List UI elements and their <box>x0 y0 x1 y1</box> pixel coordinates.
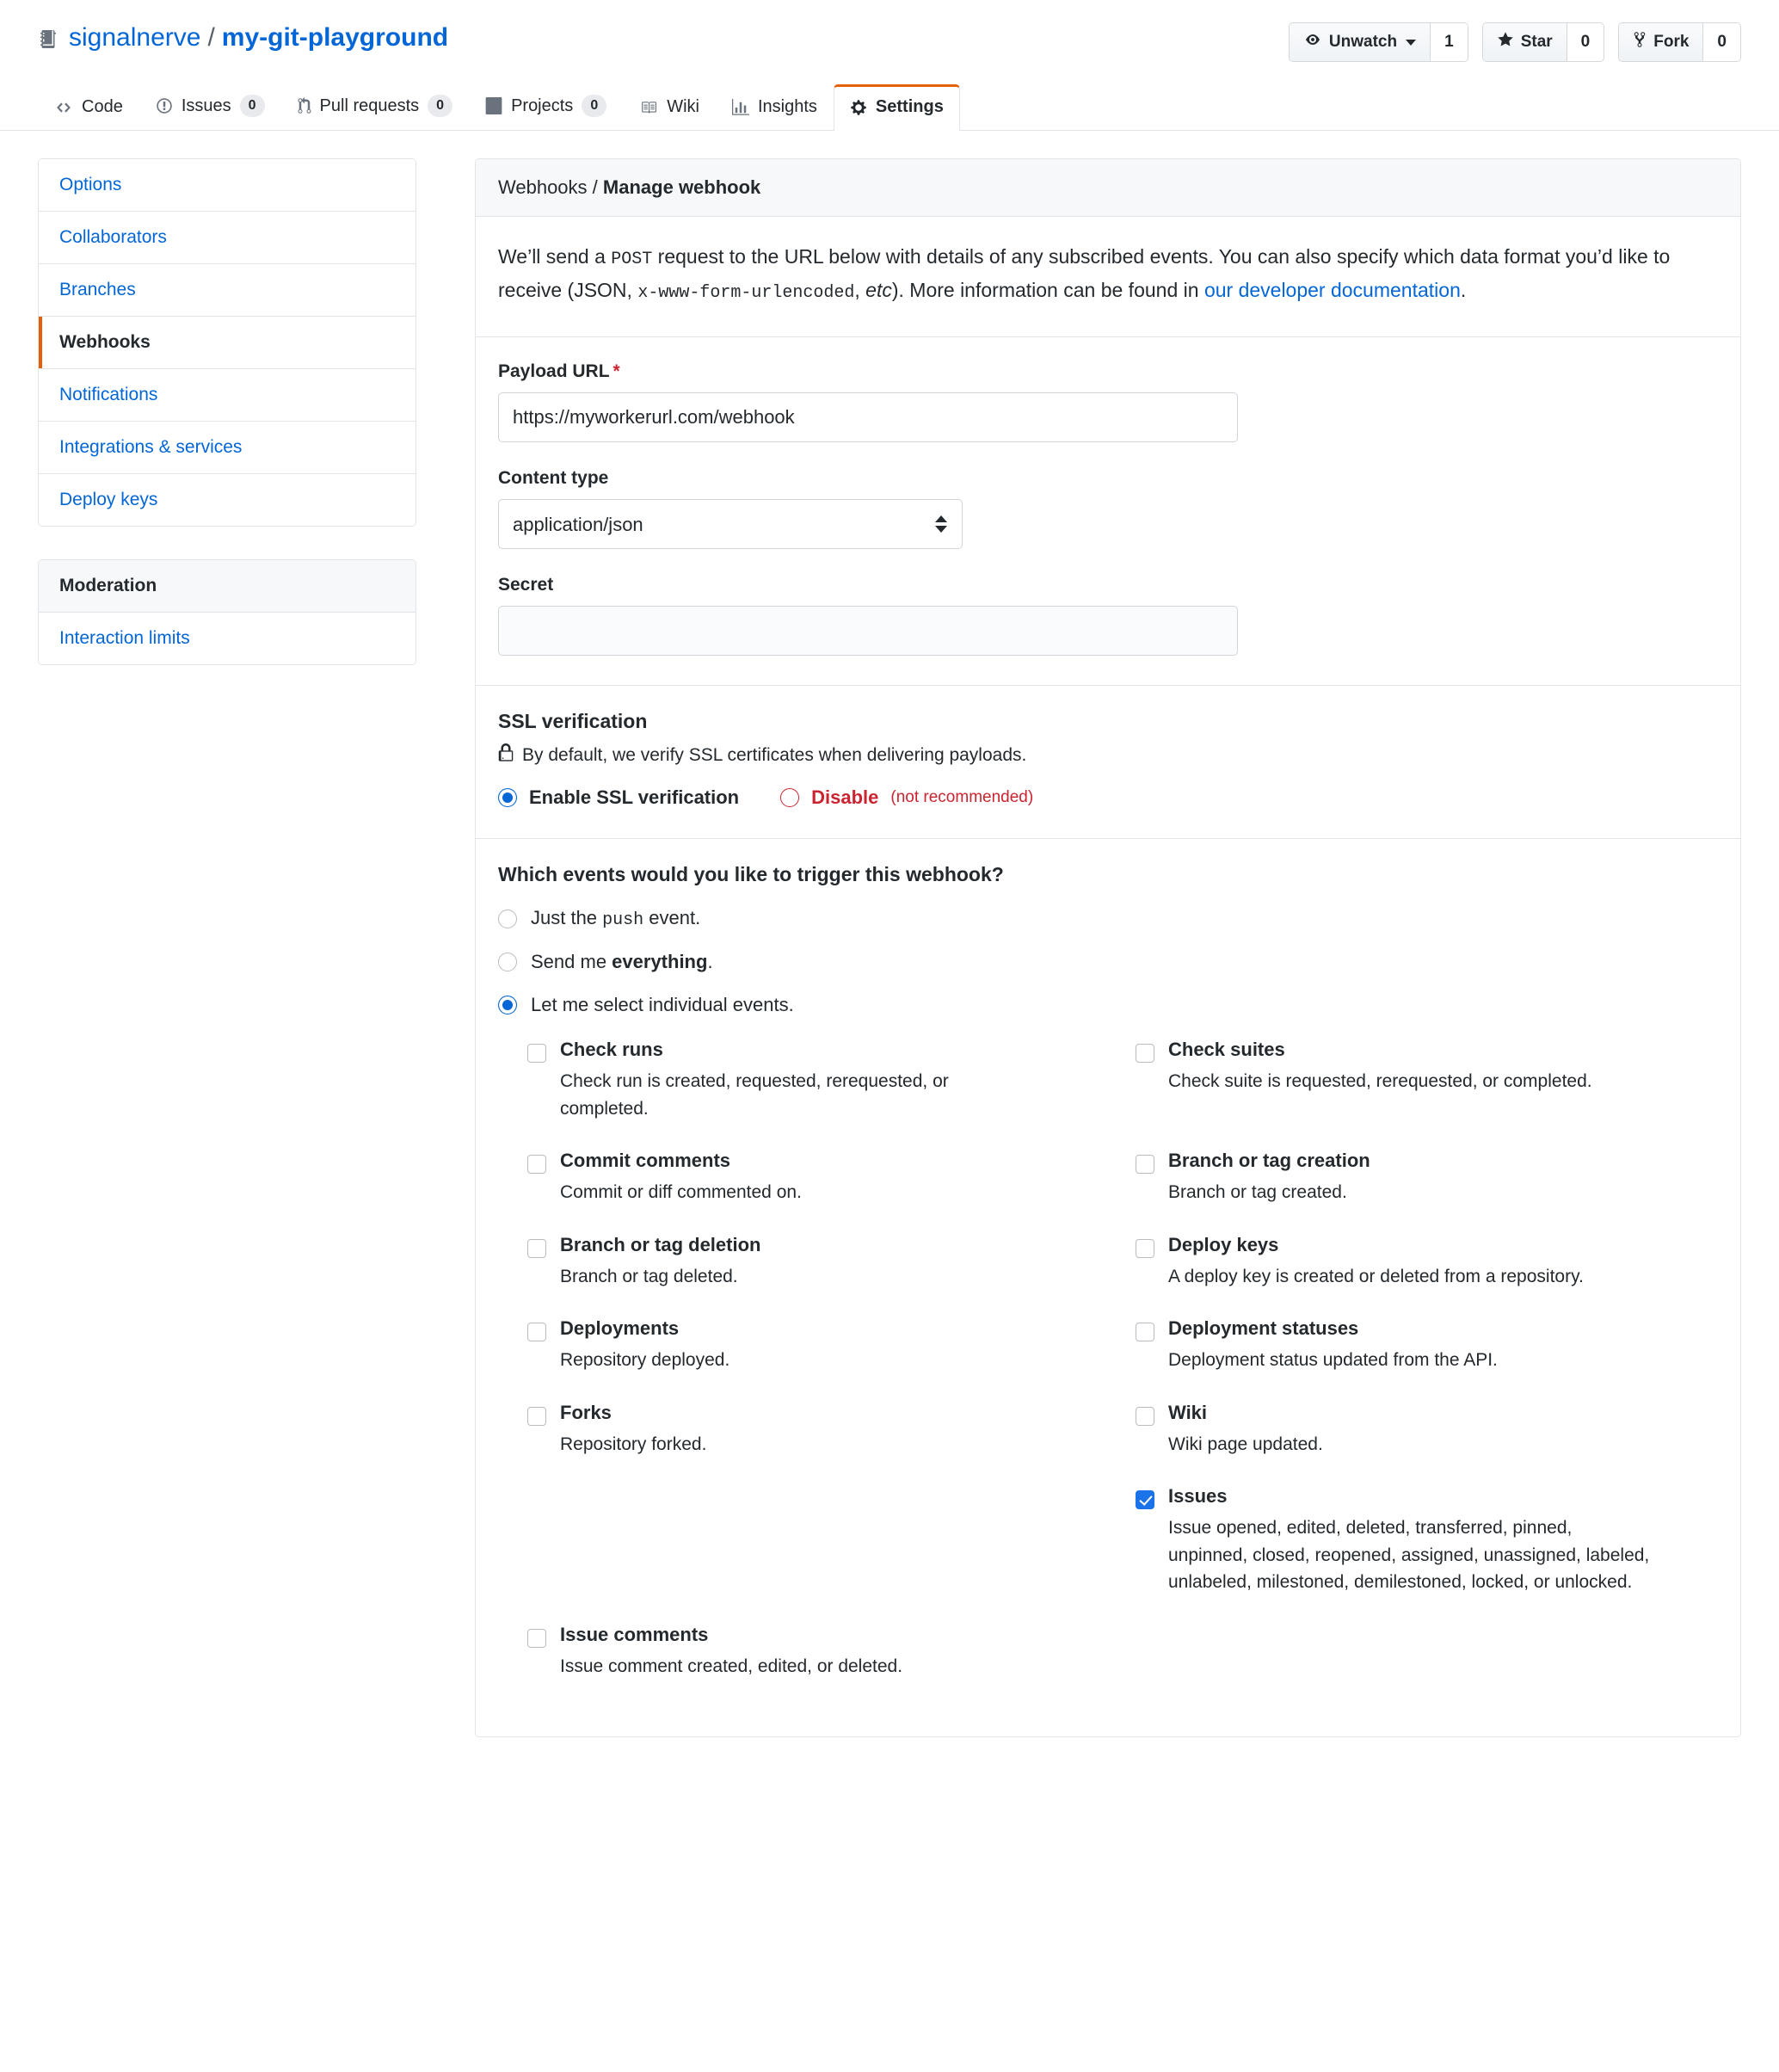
developer-documentation-link[interactable]: our developer documentation <box>1203 278 1461 301</box>
events-choice-push-radio[interactable] <box>498 910 517 928</box>
event-deployment-statuses[interactable] <box>1136 1317 1718 1402</box>
intro-emphasis-etc: etc <box>865 278 892 301</box>
intro-part-2: request to the URL below with details of any subscribed events. You can also specify which data format you’d like to receive (JSON, <box>498 245 1671 301</box>
event-issues-label: Issues <box>1168 1485 1228 1508</box>
moderation-heading: Moderation <box>39 560 416 613</box>
tab-projects-count: 0 <box>582 95 606 117</box>
repo-title <box>38 22 448 53</box>
event-branch-or-tag-deletion-checkbox[interactable] <box>527 1239 546 1258</box>
event-grid-spacer <box>527 1485 1110 1624</box>
event-check-suites[interactable] <box>1136 1039 1718 1150</box>
event-branch-or-tag-creation-desc: Branch or tag created. <box>1168 1182 1347 1203</box>
breadcrumb-separator: / <box>592 176 598 199</box>
event-deployments-label: Deployments <box>560 1317 680 1340</box>
secret-label: Secret <box>498 575 554 595</box>
content-type-label: Content type <box>498 468 609 489</box>
unwatch-button[interactable] <box>1290 23 1431 61</box>
tab-projects-label: Projects <box>511 96 574 115</box>
tab-insights-label: Insights <box>757 97 817 117</box>
tab-issues[interactable] <box>139 82 281 131</box>
event-check-suites-desc: Check suite is requested, rerequested, or completed. <box>1168 1071 1592 1092</box>
ssl-disable-sublabel: (not recommended) <box>890 788 1034 807</box>
event-forks[interactable] <box>527 1402 1110 1486</box>
event-wiki-checkbox[interactable] <box>1136 1407 1154 1426</box>
eye-icon <box>1303 33 1322 52</box>
webhook-intro-text <box>498 241 1718 307</box>
payload-url-label <box>498 361 1718 382</box>
content-type-field <box>498 468 1718 549</box>
star-icon <box>1497 31 1514 53</box>
events-choice-individual-label: Let me select individual events. <box>531 994 794 1016</box>
event-deploy-keys-checkbox[interactable] <box>1136 1239 1154 1258</box>
event-check-runs-checkbox[interactable] <box>527 1044 546 1063</box>
event-deployment-statuses-checkbox[interactable] <box>1136 1323 1154 1341</box>
ssl-disable-label: Disable <box>811 786 879 809</box>
intro-part-1: We’ll send a <box>498 245 612 268</box>
repo-nav-tabs <box>0 81 1779 131</box>
event-issue-comments-label: Issue comments <box>560 1623 709 1645</box>
events-choice-push-label: Just the push event. <box>531 907 701 931</box>
repo-header <box>0 0 1779 62</box>
sidebar-item-integrations-and-services[interactable]: Integrations & services <box>39 422 416 474</box>
event-deploy-keys-label: Deploy keys <box>1168 1233 1279 1255</box>
content-type-select-wrap[interactable] <box>498 499 963 549</box>
event-branch-or-tag-creation-checkbox[interactable] <box>1136 1155 1154 1174</box>
event-deployment-statuses-label: Deployment statuses <box>1168 1317 1359 1340</box>
webhook-form-panel <box>475 158 1741 1737</box>
webhook-intro-section <box>476 217 1740 337</box>
sidebar-item-collaborators[interactable]: Collaborators <box>39 212 416 264</box>
repo-owner-link[interactable]: signalnerve <box>69 23 201 52</box>
tab-issues-count: 0 <box>240 95 265 117</box>
chevron-down-icon <box>1406 40 1416 46</box>
event-wiki-desc: Wiki page updated. <box>1168 1434 1323 1454</box>
event-check-runs-desc: Check run is created, requested, rerequested, or completed. <box>560 1071 949 1119</box>
event-forks-checkbox[interactable] <box>527 1407 546 1426</box>
sidebar-item-webhooks[interactable]: Webhooks <box>39 317 416 369</box>
repo-icon <box>38 28 58 48</box>
gear-icon <box>850 99 867 116</box>
repo-name-link[interactable]: my-git-playground <box>221 23 449 52</box>
sidebar-item-notifications[interactable]: Notifications <box>39 369 416 422</box>
tab-code[interactable] <box>38 84 139 131</box>
event-issues-desc: Issue opened, edited, deleted, transferred, pinned, unpinned, closed, reopened, assigned, unassigned, labeled, unlabeled, milestoned, demilestoned, locked, or unlocked. <box>1168 1518 1650 1593</box>
content-type-select[interactable] <box>498 499 963 549</box>
watch-count[interactable]: 1 <box>1431 23 1468 61</box>
star-count[interactable]: 0 <box>1567 23 1604 61</box>
settings-sidebar <box>38 158 416 665</box>
lock-icon <box>498 743 514 768</box>
tab-pull-requests-label: Pull requests <box>319 96 420 115</box>
unwatch-label: Unwatch <box>1328 33 1398 51</box>
event-check-suites-checkbox[interactable] <box>1136 1044 1154 1063</box>
graph-icon <box>732 99 749 116</box>
event-deploy-keys-desc: A deploy key is created or deleted from a repository. <box>1168 1266 1584 1286</box>
tab-wiki-label: Wiki <box>667 97 699 117</box>
events-choice-push[interactable] <box>498 907 1718 930</box>
secret-field <box>498 575 1718 656</box>
repo-title-separator: / <box>207 23 215 52</box>
event-branch-or-tag-deletion[interactable] <box>527 1234 1110 1318</box>
sidebar-item-deploy-keys[interactable]: Deploy keys <box>39 474 416 526</box>
event-deployments-desc: Repository deployed. <box>560 1350 730 1371</box>
event-commit-comments-label: Commit comments <box>560 1150 731 1172</box>
breadcrumb <box>476 159 1740 217</box>
fork-button-group[interactable] <box>1618 22 1741 62</box>
tab-settings[interactable] <box>834 84 960 131</box>
event-wiki[interactable] <box>1136 1402 1718 1486</box>
settings-menu <box>38 158 416 527</box>
ssl-disable-radio[interactable] <box>780 788 799 807</box>
individual-events-grid <box>527 1039 1718 1707</box>
event-forks-label: Forks <box>560 1401 612 1423</box>
event-branch-or-tag-creation-label: Branch or tag creation <box>1168 1150 1370 1172</box>
intro-code-urlencoded: x-www-form-urlencoded <box>637 282 855 303</box>
events-choice-individual-radio[interactable] <box>498 996 517 1014</box>
issue-opened-icon <box>156 97 173 114</box>
event-check-runs[interactable] <box>527 1039 1110 1150</box>
tab-issues-label: Issues <box>181 96 231 115</box>
tab-wiki[interactable] <box>623 84 716 131</box>
event-branch-or-tag-creation[interactable] <box>1136 1150 1718 1234</box>
intro-part-4: ). More information can be found in <box>891 278 1204 301</box>
fork-icon <box>1633 31 1647 53</box>
tab-insights[interactable] <box>716 84 834 131</box>
fork-label: Fork <box>1653 33 1690 51</box>
event-commit-comments-checkbox[interactable] <box>527 1155 546 1174</box>
ssl-radio-group <box>498 786 1718 809</box>
event-issue-comments-desc: Issue comment created, edited, or deleted. <box>560 1656 903 1676</box>
tab-projects[interactable] <box>469 82 623 131</box>
ssl-disable-option[interactable] <box>780 786 1033 809</box>
intro-part-3: , <box>854 278 866 301</box>
event-issues-checkbox[interactable] <box>1136 1490 1154 1509</box>
events-section <box>476 839 1740 1736</box>
events-choice-everything[interactable] <box>498 951 1718 973</box>
ssl-title: SSL verification <box>498 710 648 733</box>
event-commit-comments[interactable] <box>527 1150 1110 1234</box>
intro-part-5: . <box>1460 278 1467 301</box>
webhook-fields-section <box>476 337 1740 686</box>
intro-code-post: POST <box>611 250 653 270</box>
star-button-group[interactable] <box>1482 22 1605 62</box>
payload-url-label-text: Payload URL <box>498 361 610 382</box>
ssl-verification-section <box>476 686 1740 839</box>
code-icon <box>54 100 73 115</box>
star-label: Star <box>1520 33 1553 51</box>
event-issue-comments-checkbox[interactable] <box>527 1629 546 1648</box>
sidebar-item-options[interactable]: Options <box>39 159 416 212</box>
tab-settings-label: Settings <box>875 97 944 117</box>
star-button[interactable] <box>1483 23 1567 61</box>
event-issue-comments[interactable] <box>527 1624 1110 1708</box>
book-icon <box>639 100 658 115</box>
events-choice-everything-label: Send me everything. <box>531 951 713 973</box>
ssl-note-text: By default, we verify SSL certificates when delivering payloads. <box>522 745 1027 766</box>
sidebar-item-interaction-limits[interactable]: Interaction limits <box>39 613 416 664</box>
event-branch-or-tag-deletion-label: Branch or tag deletion <box>560 1233 761 1255</box>
manage-webhook-box <box>475 158 1741 1737</box>
ssl-enable-label: Enable SSL verification <box>529 786 740 809</box>
ssl-note <box>498 743 1718 768</box>
breadcrumb-webhooks[interactable]: Webhooks <box>498 176 588 199</box>
event-forks-desc: Repository forked. <box>560 1434 707 1454</box>
event-deployments-checkbox[interactable] <box>527 1323 546 1341</box>
tab-code-label: Code <box>82 97 123 117</box>
tab-pull-requests[interactable] <box>281 82 470 131</box>
moderation-menu <box>38 559 416 665</box>
event-wiki-label: Wiki <box>1168 1401 1208 1423</box>
git-pull-request-icon <box>298 97 311 114</box>
breadcrumb-current: Manage webhook <box>602 176 761 199</box>
project-icon <box>485 97 502 114</box>
events-choice-everything-radio[interactable] <box>498 953 517 971</box>
tab-pull-requests-count: 0 <box>428 95 452 117</box>
ssl-enable-option[interactable] <box>498 786 739 809</box>
event-commit-comments-desc: Commit or diff commented on. <box>560 1182 802 1203</box>
event-issues[interactable] <box>1136 1485 1718 1624</box>
repo-actions <box>1289 22 1741 62</box>
event-deployments[interactable] <box>527 1317 1110 1402</box>
event-branch-or-tag-deletion-desc: Branch or tag deleted. <box>560 1266 738 1286</box>
payload-url-field <box>498 361 1718 442</box>
secret-input[interactable] <box>498 606 1238 656</box>
event-check-runs-label: Check runs <box>560 1039 663 1061</box>
required-marker: * <box>612 361 620 382</box>
event-deploy-keys[interactable] <box>1136 1234 1718 1318</box>
fork-count[interactable]: 0 <box>1703 23 1740 61</box>
ssl-enable-radio[interactable] <box>498 788 517 807</box>
settings-content <box>0 131 1779 1737</box>
events-choice-individual[interactable] <box>498 994 1718 1016</box>
fork-button[interactable] <box>1619 23 1703 61</box>
unwatch-button-group[interactable] <box>1289 22 1468 62</box>
events-question: Which events would you like to trigger this webhook? <box>498 863 1004 886</box>
event-check-suites-label: Check suites <box>1168 1039 1285 1061</box>
sidebar-item-branches[interactable]: Branches <box>39 264 416 317</box>
event-deployment-statuses-desc: Deployment status updated from the API. <box>1168 1350 1498 1371</box>
payload-url-input[interactable] <box>498 392 1238 442</box>
